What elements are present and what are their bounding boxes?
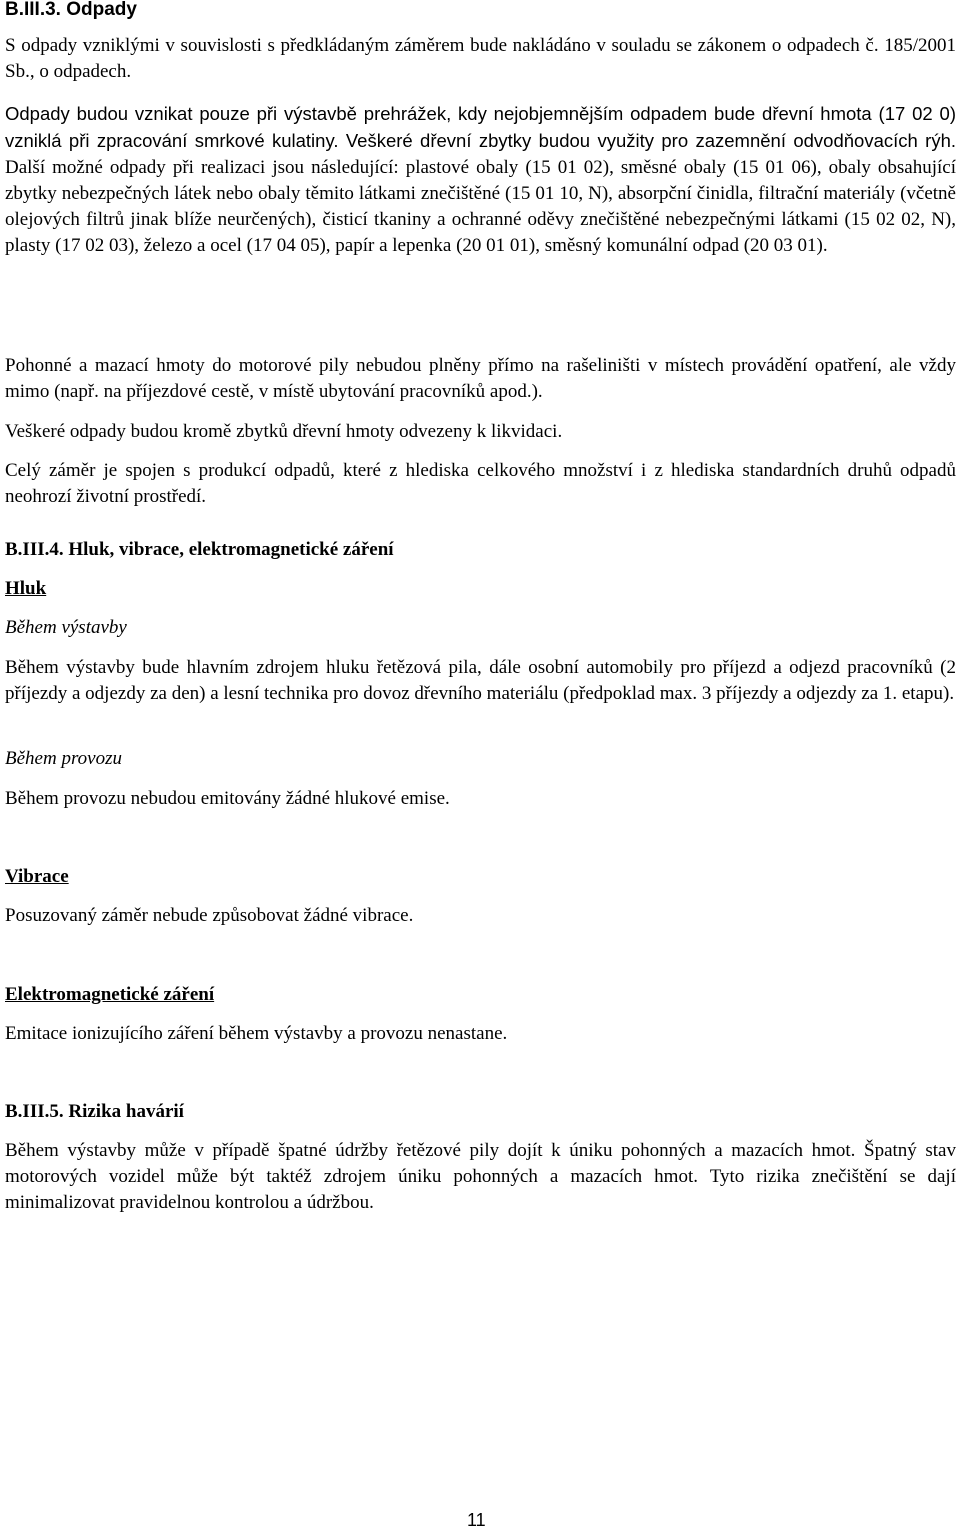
paragraph-odpady-sans-part: Odpady budou vznikat pouze při výstavbě prehrážek, kdy nejobjemnějším odpadem bude dřevní hmota (17 02 0) vzniklá při zpracování smrkové kulatiny. Veškeré dřevní zbytky budou využity pro zazemnění odvodňovacích rýh.: [5, 103, 956, 151]
page-number: 11: [467, 1510, 486, 1530]
paragraph-zaver-odpady: Celý záměr je spojen s produkcí odpadů, které z hlediska celkového množství i z hlediska standardních druhů odpadů neohrozí životní prostředí.: [5, 460, 956, 507]
heading-vibrace: Vibrace: [5, 866, 69, 887]
subheading-behem-provozu: Během provozu: [5, 748, 122, 769]
paragraph-rizika: Během výstavby může v případě špatné údržby řetězové pily dojít k úniku pohonných a mazacích hmot. Špatný stav motorových vozidel může být taktéž zdrojem úniku pohonných a mazacích hmot. Tyto rizika znečištění se dají minimalizovat pravidelnou kontrolou a údržbou.: [5, 1140, 956, 1213]
paragraph-odpady-list: [5, 101, 956, 259]
section-title-odpady: B.III.3. Odpady: [5, 0, 137, 20]
section-title-rizika: B.III.5. Rizika havárií: [5, 1101, 184, 1122]
paragraph-pohonne-hmoty: Pohonné a mazací hmoty do motorové pily nebudou plněny přímo na rašeliništi v místech provádění opatření, ale vždy mimo (např. na příjezdové cestě, v místě ubytování pracovníků apod.).: [5, 355, 956, 402]
heading-hluk: Hluk: [5, 578, 47, 599]
paragraph-odvoz: Veškeré odpady budou kromě zbytků dřevní hmoty odvezeny k likvidaci.: [5, 421, 563, 442]
paragraph-hluk-provoz: Během provozu nebudou emitovány žádné hlukové emise.: [5, 788, 450, 809]
paragraph-hluk-vystavba: Během výstavby bude hlavním zdrojem hluku řetězová pila, dále osobní automobily pro příjezd a odjezd pracovníků (2 příjezdy a odjezdy za den) a lesní technika pro dovoz dřevního materiálu (předpoklad max. 3 příjezdy a odjezdy za 1. etapu).: [5, 657, 956, 704]
paragraph-odpady-serif-part: Další možné odpady při realizaci jsou následující: plastové obaly (15 01 02), směsné obaly (15 01 06), obaly obsahující zbytky nebezpečných látek nebo obaly těmito látkami znečištěné (15 01 10, N), absorpční činidla, filtrační materiály (včetně olejových filtrů jinak blíže neurčených), čisticí tkaniny a ochranné oděvy znečištěné nebezpečnými látkami (15 02 02, N), plasty (17 02 03), železo a ocel (17 04 05), papír a lepenka (20 01 01), směsný komunální odpad (20 03 01).: [5, 157, 956, 256]
paragraph-odpady-intro: S odpady vzniklými v souvislosti s předkládaným záměrem bude nakládáno v souladu se zákonem o odpadech č. 185/2001 Sb., o odpadech.: [5, 35, 956, 82]
section-title-hluk: B.III.4. Hluk, vibrace, elektromagnetické záření: [5, 539, 394, 560]
heading-elektromagneticke-zareni: Elektromagnetické záření: [5, 984, 215, 1005]
paragraph-vibrace: Posuzovaný záměr nebude způsobovat žádné vibrace.: [5, 905, 414, 926]
paragraph-elektromagneticke-zareni: Emitace ionizujícího záření během výstavby a provozu nenastane.: [5, 1023, 508, 1044]
subheading-behem-vystavby: Během výstavby: [5, 617, 127, 638]
